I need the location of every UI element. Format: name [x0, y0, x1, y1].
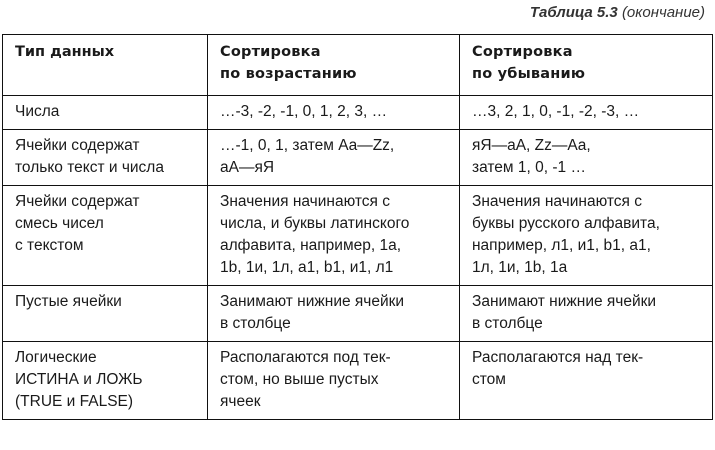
row-type-cell: Числа [3, 96, 208, 130]
header-ascending: Сортировка по возрастанию [208, 35, 460, 96]
header-data-type: Тип данных [3, 35, 208, 96]
row-ascending-cell: Располагаются под тек- стом, но выше пустых ячеек [208, 342, 460, 420]
table-caption [530, 4, 705, 21]
row-ascending-cell: …-3, -2, -1, 0, 1, 2, 3, … [208, 96, 460, 130]
caption-title: Таблица 5.3 [529, 4, 618, 21]
row-descending-cell: Занимают нижние ячейки в столбце [460, 286, 713, 342]
row-descending-cell: яЯ—aA, Zz—Aa, затем 1, 0, -1 … [460, 130, 713, 186]
header-descending: Сортировка по убыванию [460, 35, 713, 96]
row-descending-cell: Располагаются над тек- стом [460, 342, 713, 420]
row-ascending-cell: …-1, 0, 1, затем Aa—Zz, aA—яЯ [208, 130, 460, 186]
table-row [3, 186, 713, 286]
row-descending-cell: …3, 2, 1, 0, -1, -2, -3, … [460, 96, 713, 130]
table-row [3, 96, 713, 130]
caption-note: (окончание) [621, 4, 705, 21]
sort-order-table [2, 34, 713, 420]
table-row [3, 130, 713, 186]
row-type-cell: Ячейки содержат смесь чисел с текстом [3, 186, 208, 286]
table-row [3, 286, 713, 342]
row-type-cell: Логические ИСТИНА и ЛОЖЬ (TRUE и FALSE) [3, 342, 208, 420]
table-row [3, 342, 713, 420]
row-ascending-cell: Занимают нижние ячейки в столбце [208, 286, 460, 342]
row-descending-cell: Значения начинаются с буквы русского алфавита, например, л1, и1, b1, a1, 1л, 1и, 1b, 1a [460, 186, 713, 286]
row-ascending-cell: Значения начинаются с числа, и буквы латинского алфавита, например, 1a, 1b, 1и, 1л, a1, b1, и1, л1 [208, 186, 460, 286]
row-type-cell: Пустые ячейки [3, 286, 208, 342]
row-type-cell: Ячейки содержат только текст и числа [3, 130, 208, 186]
table-header-row [3, 35, 713, 96]
